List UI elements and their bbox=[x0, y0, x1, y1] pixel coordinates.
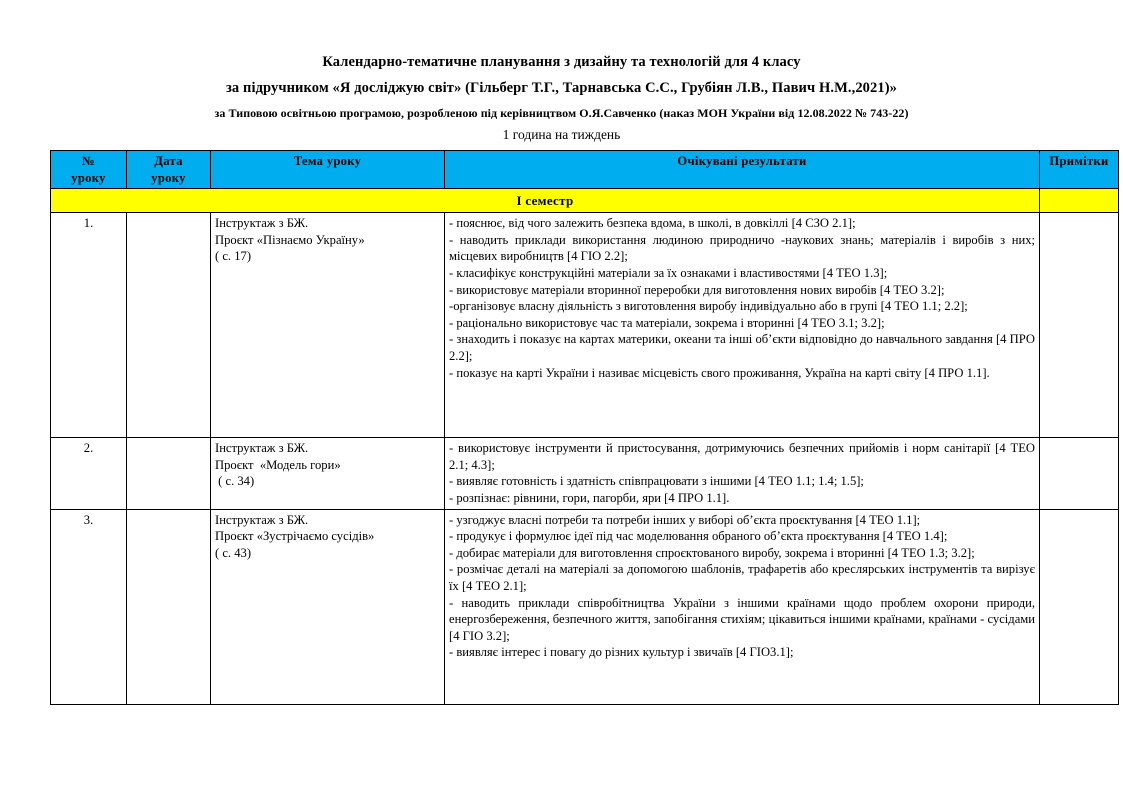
result-item: - добирає матеріали для виготовлення спроєктованого виробу, зокрема і вторинні [4 ТЕО 1.3; 3.2]; bbox=[449, 545, 975, 560]
result-item: - розмічає деталі на матеріалі за допомогою шаблонів, трафаретів або креслярських інструментів та вирізує їх [4 ТЕО 2.1]; bbox=[449, 562, 1035, 593]
theme-line: Інструктаж з БЖ. bbox=[215, 441, 309, 456]
cell-lesson-number: 2. bbox=[51, 438, 127, 509]
table-header bbox=[51, 151, 1119, 189]
result-item: - виявляє готовність і здатність співпрацювати з іншими [4 ТЕО 1.1; 1.4; 1.5]; bbox=[449, 474, 864, 489]
page-subtitle-hours: 1 година на тиждень bbox=[502, 127, 621, 142]
result-item: - розпізнає: рівнини, гори, пагорби, яри [4 ПРО 1.1]. bbox=[449, 490, 730, 505]
theme-line: ( с. 43) bbox=[215, 545, 252, 560]
page-subtitle-textbook: за підручником «Я досліджую світ» (Гільберг Т.Г., Тарнавська С.С., Грубіян Л.В., Павич Н.М.,2021)» bbox=[225, 80, 897, 96]
cell-lesson-date[interactable] bbox=[127, 509, 211, 704]
table-row bbox=[51, 438, 1119, 509]
result-item: - пояснює, від чого залежить безпека вдома, в школі, в довкіллі [4 СЗО 2.1]; bbox=[449, 216, 856, 231]
table-row bbox=[51, 509, 1119, 704]
result-item: - використовує матеріали вторинної переробки для виготовлення нових виробів [4 ТЕО 3.2]; bbox=[449, 282, 945, 297]
theme-line: Проєкт «Модель гори» bbox=[215, 457, 341, 472]
result-item: -організовує власну діяльність з виготовлення виробу індивідуально або в групі [4 ТЕО 1.1; 2.2]; bbox=[449, 299, 968, 314]
result-item: - використовує інструменти й пристосування, дотримуючись безпечних прийомів і норм санітарії [4 ТЕО 2.1; 4.3]; bbox=[449, 441, 1035, 472]
column-header-expected-results: Очікувані результати bbox=[445, 151, 1040, 189]
table-row bbox=[51, 213, 1119, 438]
table-body bbox=[51, 189, 1119, 704]
result-item: - показує на карті України і називає місцевість свого проживання, Україна на карті світу [4 ПРО 1.1]. bbox=[449, 365, 990, 380]
cell-notes[interactable] bbox=[1040, 213, 1119, 438]
column-header-lesson-date-line2: уроку bbox=[151, 170, 186, 185]
cell-lesson-number: 3. bbox=[51, 509, 127, 704]
page-subtitle-program: за Типовою освітньою програмою, розробленою під керівництвом О.Я.Савченко (наказ МОН України від 12.08.2022 № 743-22) bbox=[214, 106, 909, 120]
theme-line: Проєкт «Пізнаємо Україну» bbox=[215, 232, 365, 247]
cell-lesson-date[interactable] bbox=[127, 213, 211, 438]
column-header-lesson-number-line1: № bbox=[82, 154, 95, 168]
result-item: - знаходить і показує на картах материки, океани та інші об’єкти відповідно до навчального завдання [4 ПРО 2.2]; bbox=[449, 332, 1035, 363]
column-header-lesson-theme: Тема уроку bbox=[211, 151, 445, 189]
column-header-lesson-number bbox=[51, 151, 127, 189]
result-item: - узгоджує власні потреби та потреби інших у виборі об’єкта проєктування [4 ТЕО 1.1]; bbox=[449, 512, 921, 527]
cell-lesson-theme bbox=[211, 438, 445, 509]
result-item: - наводить приклади використання людиною природничо -наукових знань; матеріалів і виробів з них; місцевих виробництв [4 ГІО 2.2]; bbox=[449, 232, 1035, 264]
cell-lesson-date[interactable] bbox=[127, 438, 211, 509]
cell-expected-results bbox=[445, 509, 1040, 704]
document-title-block bbox=[0, 0, 1123, 144]
result-item: - наводить приклади співробітництва України з іншими країнами щодо проблем охорони природи, енергозбереження, безпечного життя, запобігання стихіям; цікавиться іншими країнами, країнами - сусідами [4 ГІО 3.2]; bbox=[449, 595, 1035, 643]
result-item: - продукує і формулює ідеї під час моделювання обраного об’єкта проєктування [4 ТЕО 1.4]; bbox=[449, 529, 948, 544]
column-header-lesson-date bbox=[127, 151, 211, 189]
theme-line: Проєкт «Зустрічаємо сусідів» bbox=[215, 529, 375, 544]
cell-notes[interactable] bbox=[1040, 438, 1119, 509]
section-label-semester: І семестр bbox=[51, 189, 1040, 213]
column-header-lesson-number-line2: уроку bbox=[71, 170, 106, 185]
table-header-row bbox=[51, 151, 1119, 189]
result-item: - класифікує конструкційні матеріали за їх ознаками і властивостями [4 ТЕО 1.3]; bbox=[449, 265, 888, 280]
calendar-thematic-planning-table bbox=[50, 150, 1119, 705]
theme-line: ( с. 34) bbox=[215, 474, 255, 489]
theme-line: Інструктаж з БЖ. bbox=[215, 216, 309, 231]
page-title: Календарно-тематичне планування з дизайну та технологій для 4 класу bbox=[322, 54, 801, 70]
section-notes-cell bbox=[1040, 189, 1119, 213]
cell-notes[interactable] bbox=[1040, 509, 1119, 704]
cell-lesson-theme bbox=[211, 509, 445, 704]
theme-line: Інструктаж з БЖ. bbox=[215, 512, 309, 527]
cell-lesson-number: 1. bbox=[51, 213, 127, 438]
result-item: - раціонально використовує час та матеріали, зокрема і вторинні [4 ТЕО 3.1; 3.2]; bbox=[449, 315, 885, 330]
section-row-semester bbox=[51, 189, 1119, 213]
cell-expected-results bbox=[445, 438, 1040, 509]
cell-expected-results bbox=[445, 213, 1040, 438]
theme-line: ( с. 17) bbox=[215, 249, 252, 264]
cell-lesson-theme bbox=[211, 213, 445, 438]
result-item: - виявляє інтерес і повагу до різних культур і звичаїв [4 ГІО3.1]; bbox=[449, 645, 794, 660]
column-header-notes: Примітки bbox=[1040, 151, 1119, 189]
column-header-lesson-date-line1: Дата bbox=[154, 154, 183, 168]
